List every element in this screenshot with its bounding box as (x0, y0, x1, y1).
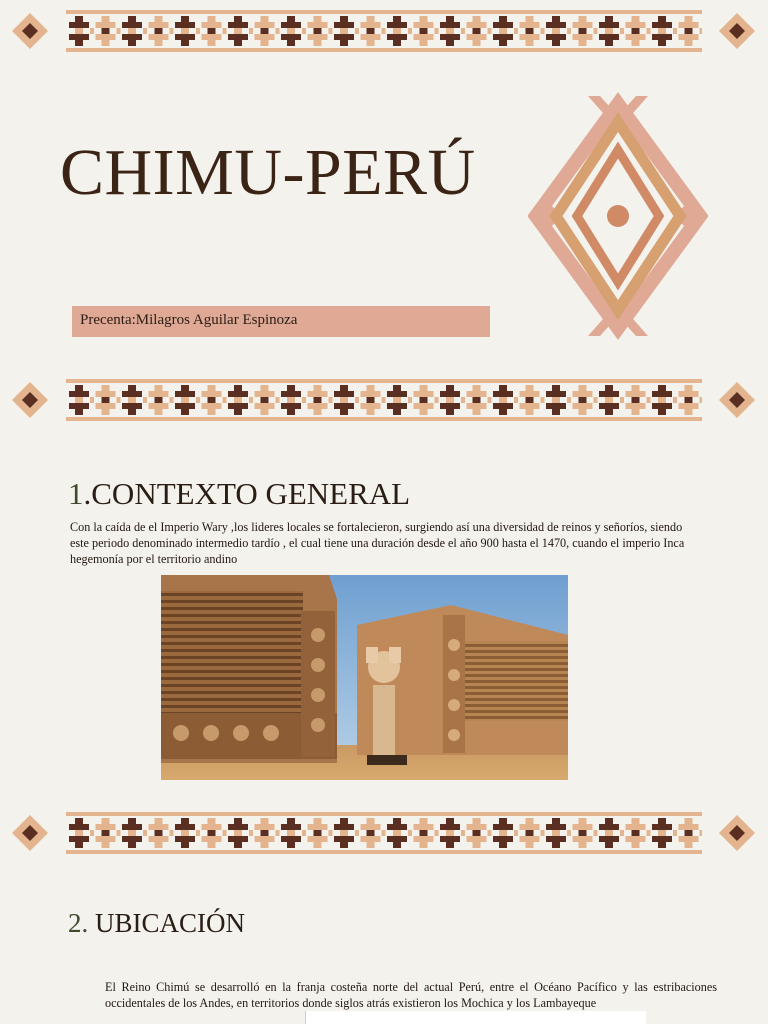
section-number: 2. (68, 908, 89, 938)
diamond-ornament-icon (12, 382, 48, 418)
diamond-ornament-icon (719, 382, 755, 418)
section-heading-text: UBICACIÓN (88, 908, 246, 938)
page-title: CHIMU-PERÚ (60, 136, 476, 209)
tribal-pattern-border (66, 379, 702, 421)
section-paragraph: Con la caída de el Imperio Wary ,los lideres locales se fortalecieron, surgiendo así una diversidad de reinos y señoríos, siendo este periodo denominado intermedio tardío , el cual tiene una duración desde el año 900 hasta el 1470, cuando el imperio Inca hegemonía por el territorio andino (70, 520, 685, 566)
presenter-label: Precenta:Milagros Aguilar Espinoza (72, 306, 490, 337)
diamond-ornament-icon (12, 13, 48, 49)
diamond-ornament-icon (719, 815, 755, 851)
section-number: 1 (68, 476, 84, 511)
section-paragraph: El Reino Chimú se desarrolló en la franja costeña norte del actual Perú, entre el Océano Pacífico y las estribaciones occidentales de los Andes, en territorios donde siglos atrás existieron los Mochica y los Lambayeque (105, 980, 717, 1010)
diamond-ornament-icon (12, 815, 48, 851)
tribal-pattern-border (66, 812, 702, 854)
tribal-pattern-border (66, 10, 702, 52)
large-diamond-motif (528, 92, 708, 340)
chan-chan-photo (161, 575, 568, 780)
section-heading (68, 476, 410, 512)
section-heading (68, 908, 245, 939)
diamond-ornament-icon (719, 13, 755, 49)
section-heading-text: .CONTEXTO GENERAL (83, 476, 411, 511)
map-image (305, 1011, 646, 1024)
